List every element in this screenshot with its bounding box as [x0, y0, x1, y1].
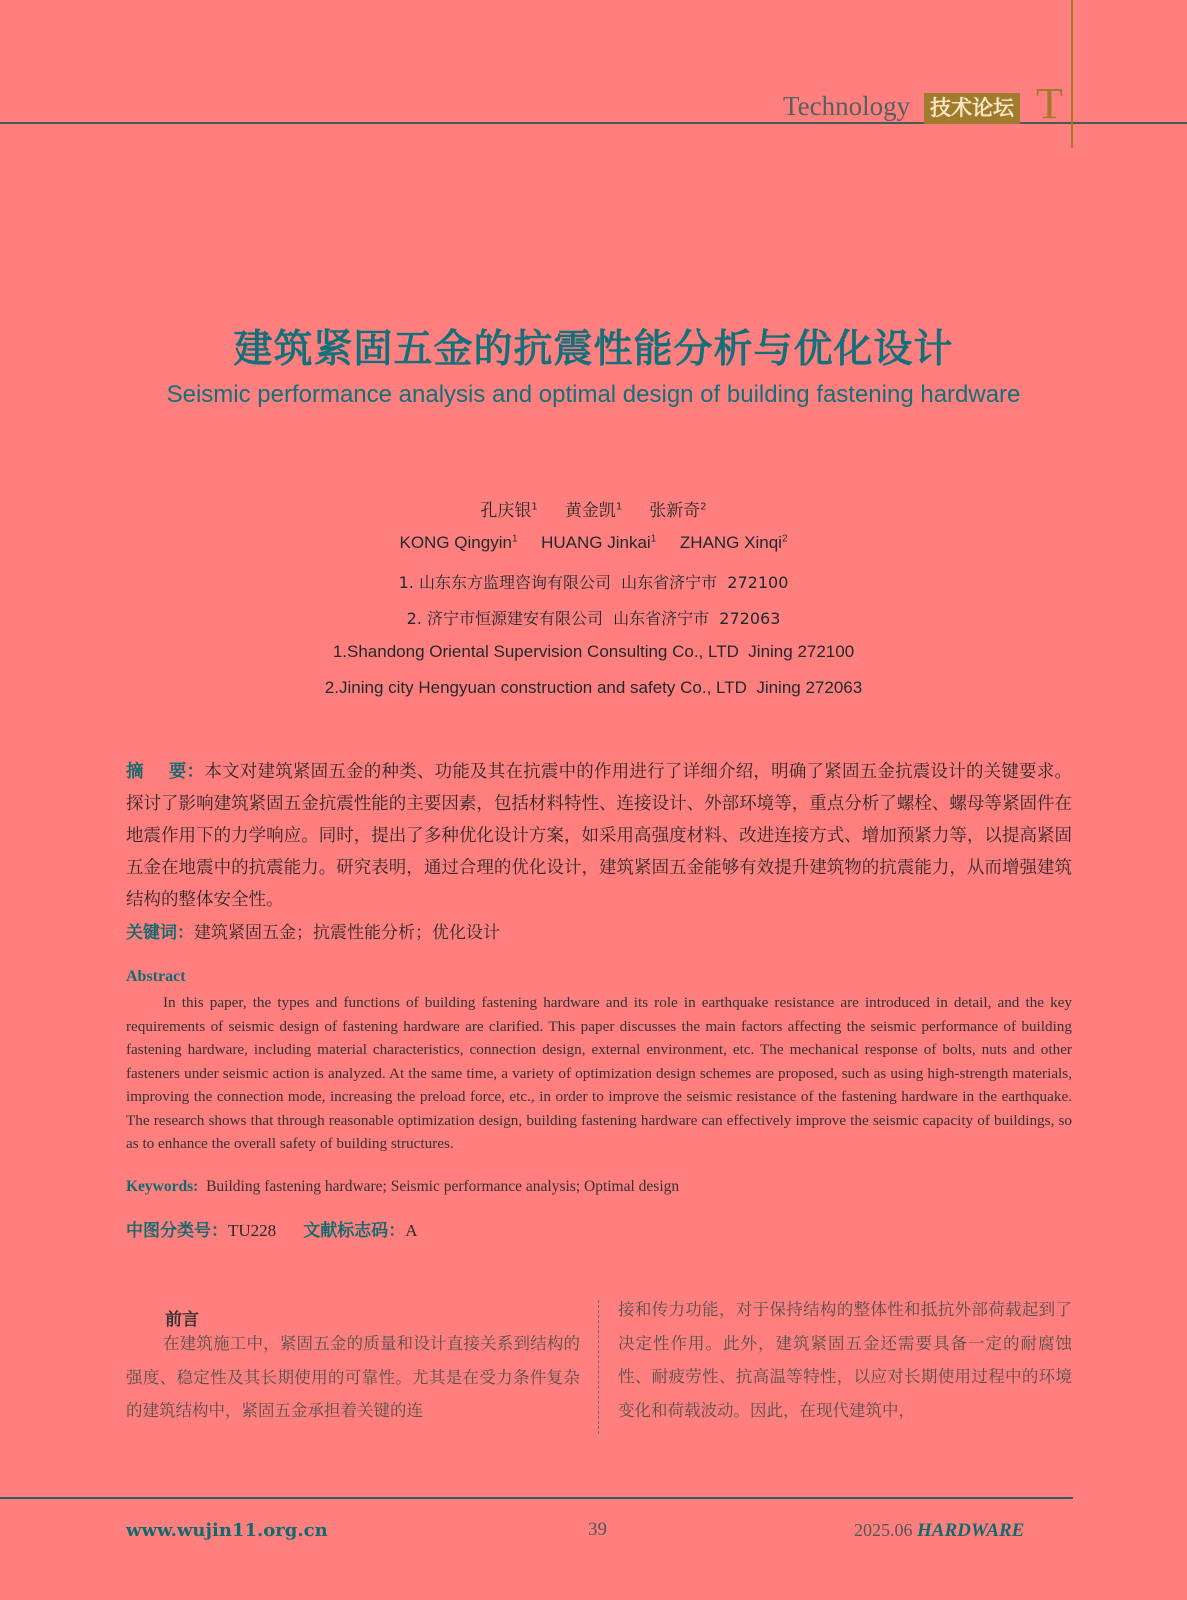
- column-divider: [598, 1300, 599, 1434]
- title-cn: 建筑紧固五金的抗震性能分析与优化设计: [233, 327, 954, 372]
- clc-label: 中图分类号：: [126, 1221, 228, 1241]
- author-en-3: ZHANG Xinqi: [679, 533, 782, 552]
- header-section-cn: 技术论坛: [924, 93, 1020, 124]
- abstract-en-heading: Abstract: [126, 968, 186, 985]
- author-cn-3: 张新奇: [649, 501, 701, 521]
- abstract-cn: [126, 756, 1072, 916]
- body-column-right: 接和传力功能，对于保持结构的整体性和抵抗外部荷载起到了决定性作用。此外，建筑紧固五金还需要具备一定的耐腐蚀性、耐疲劳性、抗高温等特性，以应对长期使用过程中的环境变化和荷载波动。因此，在现代建筑中，: [618, 1300, 1072, 1420]
- doc-code-label: 文献标志码：: [303, 1221, 406, 1241]
- authors-en: KONG Qingyin$^1$ HUANG Jinkai$^1$ ZHANG Xinqi$^2$: [399, 533, 788, 552]
- abstract-cn-text: 本文对建筑紧固五金的种类、功能及其在抗震中的作用进行了详细介绍，明确了紧固五金抗震设计的关键要求。探讨了影响建筑紧固五金抗震性能的主要因素，包括材料特性、连接设计、外部环境等，重点分析了螺栓、螺母等紧固件在地震作用下的力学响应。同时，提出了多种优化设计方案，如采用高强度材料、改进连接方式、增加预紧力等，以提高紧固五金在地震中的抗震能力。研究表明，通过合理的优化设计，建筑紧固五金能够有效提升建筑物的抗震能力，从而增强建筑结构的整体安全性。: [126, 762, 1073, 910]
- issue-date: 2025.06: [854, 1520, 913, 1540]
- affiliation-cn-1: 1. 山东东方监理咨询有限公司 山东省济宁市 272100: [398, 573, 789, 592]
- keywords-cn-text: 建筑紧固五金；抗震性能分析；优化设计: [194, 923, 500, 943]
- header-section-letter: T: [1036, 79, 1063, 128]
- affiliation-en-1: 1.Shandong Oriental Supervision Consulting Co., LTD Jining 272100: [332, 642, 855, 661]
- authors-cn: 孔庆银$^1$ 黄金凯$^1$ 张新奇$^2$: [480, 501, 707, 521]
- keywords-en-label: Keywords:: [126, 1178, 199, 1195]
- affiliation-en-2: 2.Jining city Hengyuan construction and safety Co., LTD Jining 272063: [324, 678, 863, 697]
- journal-brand: HARDWARE: [917, 1520, 1025, 1541]
- affiliation-cn-2: 2. 济宁市恒源建安有限公司 山东省济宁市 272063: [406, 609, 781, 628]
- keywords-cn: [126, 918, 500, 943]
- footer-issue: [854, 1520, 1024, 1542]
- title-en: Seismic performance analysis and optimal design of building fastening hardware: [166, 381, 1021, 408]
- keywords-en-text: Building fastening hardware; Seismic performance analysis; Optimal design: [206, 1178, 680, 1195]
- header-section-en: Technology: [783, 91, 911, 121]
- footer-url[interactable]: www.wujin11.org.cn: [126, 1520, 328, 1541]
- author-cn-1: 孔庆银: [480, 501, 532, 521]
- author-en-2: HUANG Jinkai: [541, 533, 651, 552]
- classification: [126, 1216, 417, 1241]
- page-number: 39: [588, 1519, 607, 1540]
- body-column-left: 在建筑施工中，紧固五金的质量和设计直接关系到结构的强度、稳定性及其长期使用的可靠性。尤其是在受力条件复杂的建筑结构中，紧固五金承担着关键的连: [126, 1334, 580, 1420]
- author-cn-2: 黄金凯: [564, 501, 616, 521]
- section-heading-preface: 前言: [165, 1310, 199, 1330]
- abstract-cn-label: 摘 要：: [126, 762, 205, 782]
- doc-code-value: A: [405, 1221, 418, 1240]
- footer-rule: [0, 1497, 1073, 1499]
- clc-value: TU228: [228, 1221, 277, 1240]
- author-en-1: KONG Qingyin: [399, 533, 512, 552]
- keywords-cn-label: 关键词：: [126, 923, 194, 943]
- header-vertical-rule: [1071, 0, 1073, 148]
- keywords-en: [126, 1178, 679, 1196]
- abstract-en-text: In this paper, the types and functions of building fastening hardware and its role in earthquake resistance are introduced in detail, and the key requirements of seismic design of fastening hardware are clarified. This paper discusses the main factors affecting the seismic performance of building fastening hardware, including material characteristics, connection design, external environment, etc. The mechanical response of bolts, nuts and other fasteners under seismic action is analyzed. At the same time, a variety of optimization design schemes are proposed, such as using high-strength materials, improving the connection mode, increasing the preload force, etc., in order to improve the seismic resistance of the fastening hardware in the earthquake. The research shows that through reasonable optimization design, building fastening hardware can effectively improve the seismic capacity of buildings, so as to enhance the overall safety of building structures.: [126, 994, 1072, 1152]
